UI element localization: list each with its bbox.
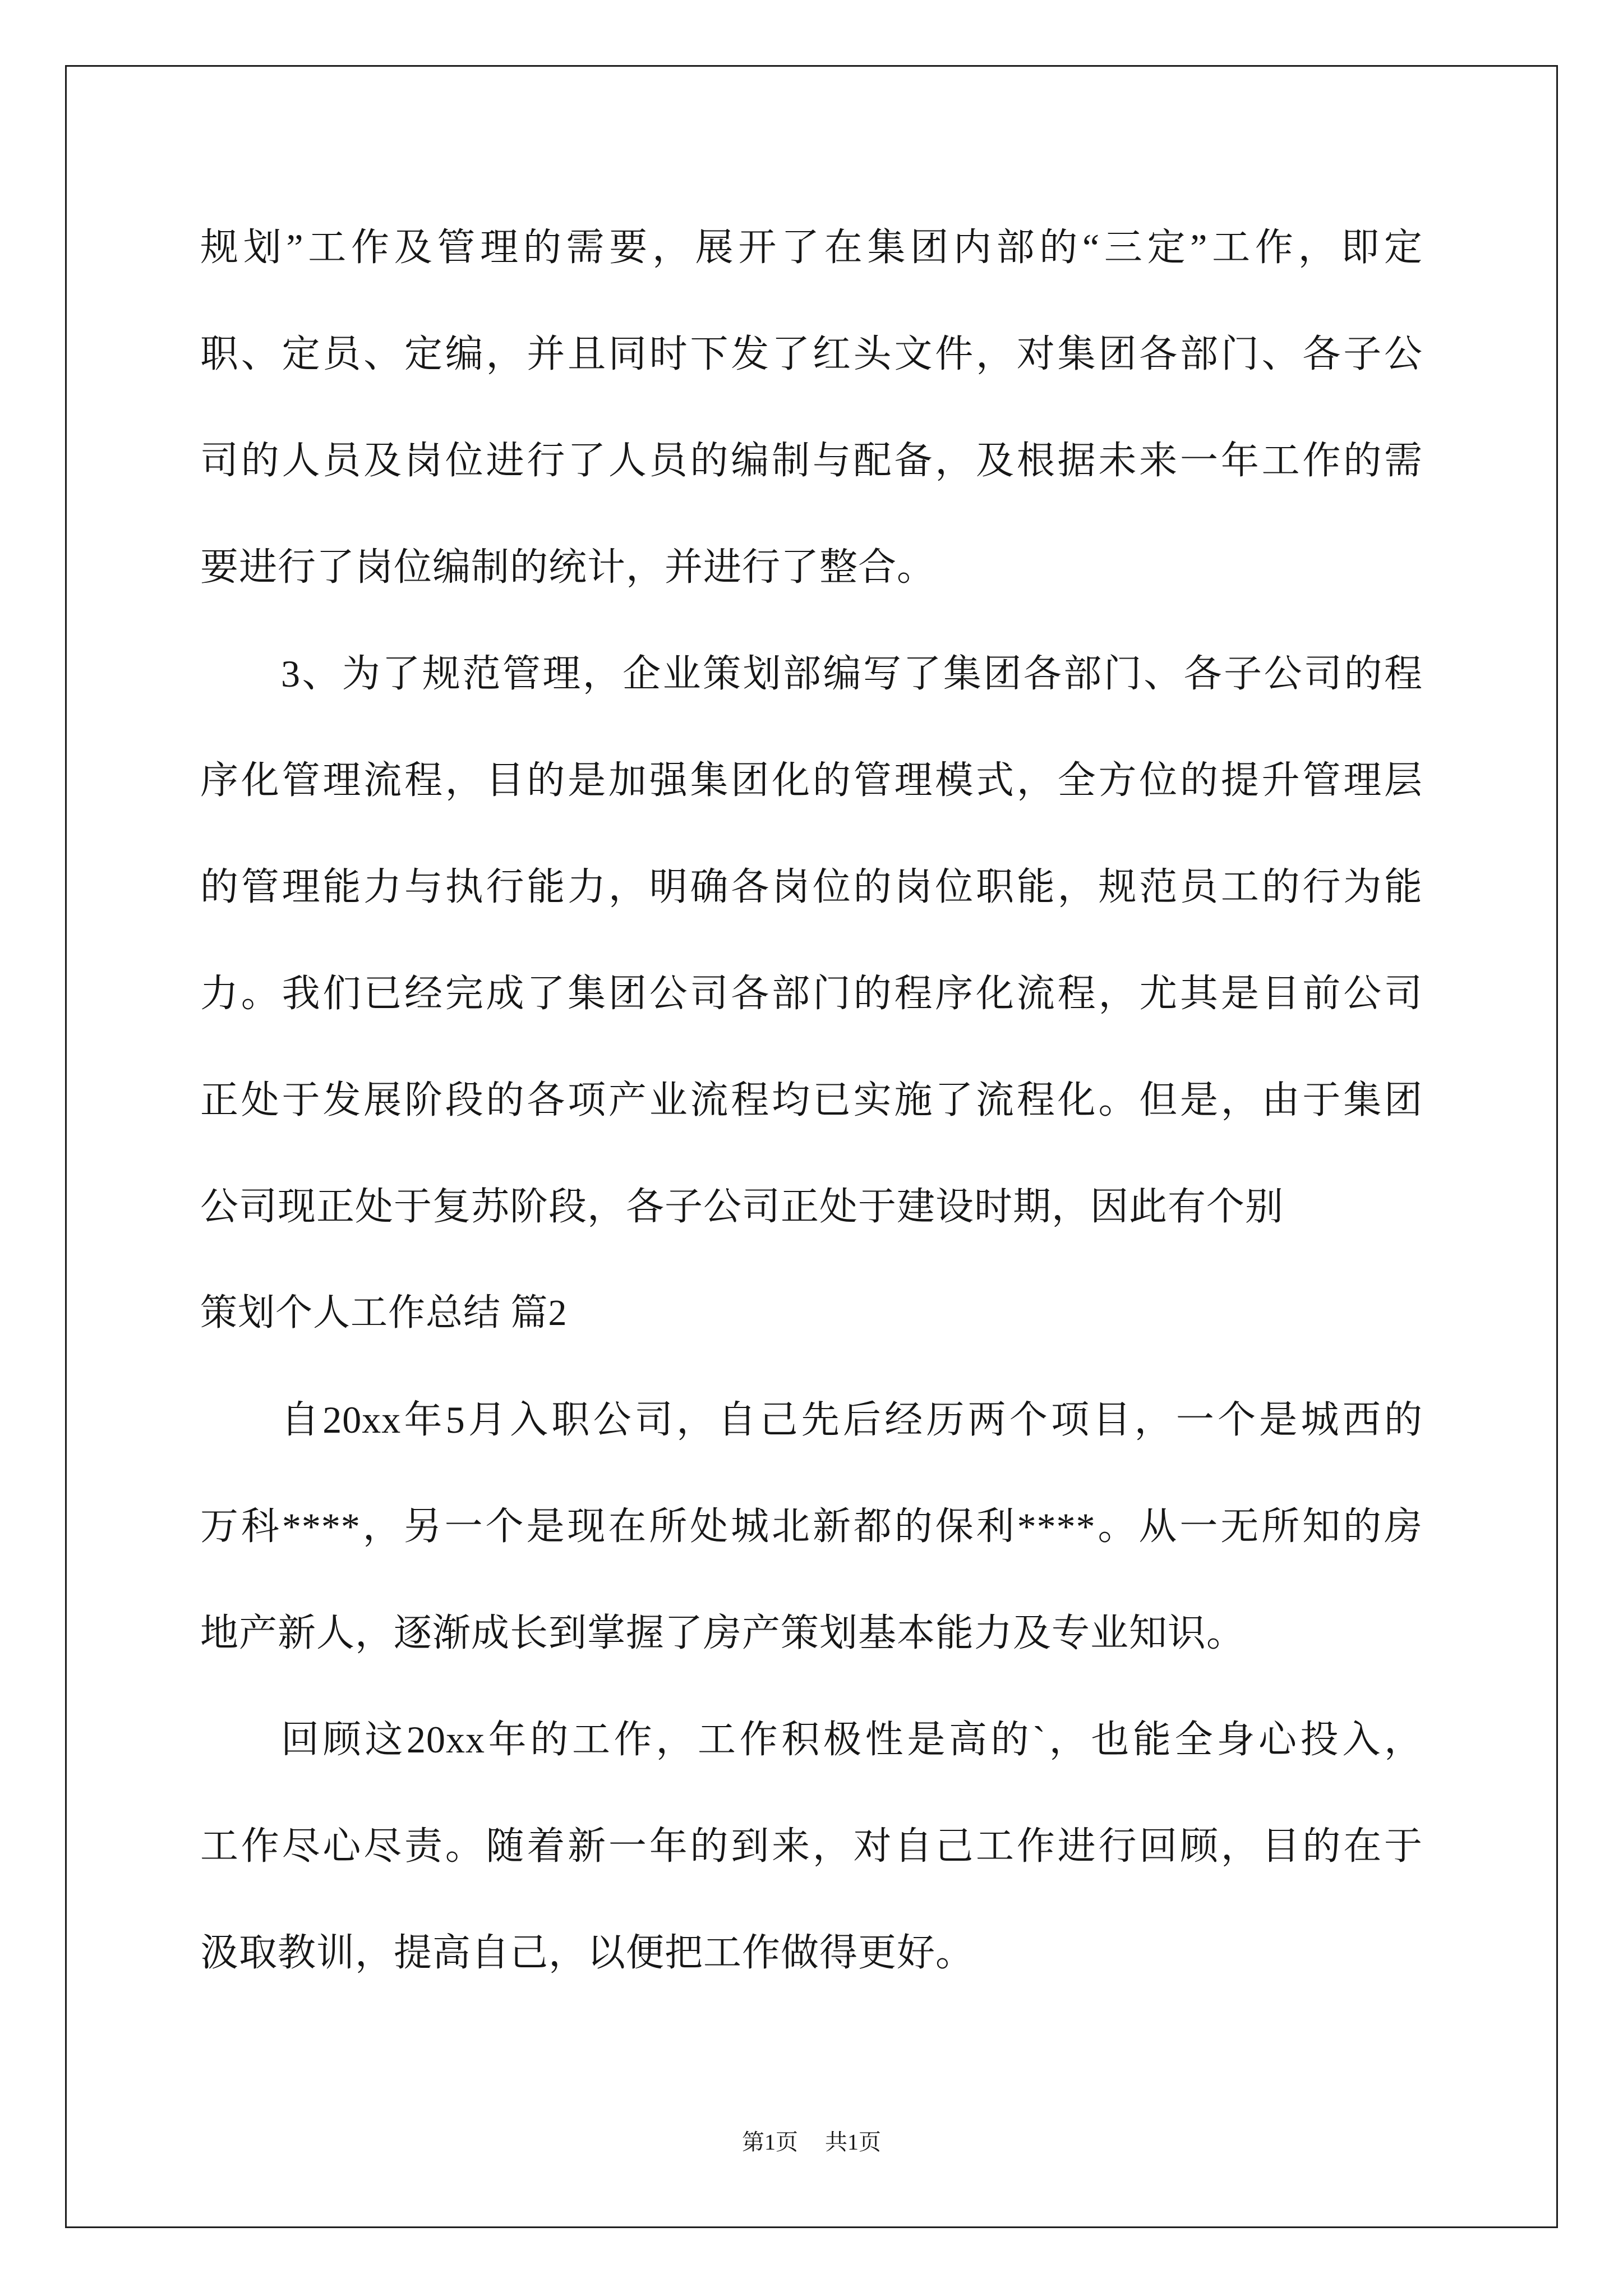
page-footer [0, 2128, 1623, 2156]
paragraph-line: 回顾这20xx年的工作，工作积极性是高的`，也能全身心投入， [281, 1718, 1423, 1761]
paragraph-line: 自20xx年5月入职公司，自己先后经历两个项目，一个是城西的 [281, 1398, 1423, 1441]
paragraph-line: 地产新人，逐渐成长到掌握了房产策划基本能力及专业知识。 [200, 1612, 1246, 1654]
section-heading: 策划个人工作总结 篇2 [200, 1292, 568, 1333]
paragraph-line: 公司现正处于复苏阶段，各子公司正处于建设时期，因此有个别 [200, 1185, 1284, 1228]
paragraph-line: 规划”工作及管理的需要，展开了在集团内部的“三定”工作，即定 [200, 226, 1423, 269]
paragraph [200, 194, 1423, 620]
paragraph [200, 1686, 1423, 2006]
paragraph-line: 力。我们已经完成了集团公司各部门的程序化流程，尤其是目前公司 [200, 972, 1423, 1015]
footer-page-total: 共1页 [825, 2129, 881, 2155]
footer-page-number: 第1页 [742, 2129, 798, 2155]
paragraph [200, 620, 1423, 1260]
document-body [200, 194, 1423, 2006]
paragraph-line: 职、定员、定编，并且同时下发了红头文件，对集团各部门、各子公 [200, 333, 1423, 375]
section [200, 1260, 1423, 2006]
paragraph-line: 司的人员及岗位进行了人员的编制与配备，及根据未来一年工作的需 [200, 439, 1423, 482]
paragraph-line: 的管理能力与执行能力，明确各岗位的岗位职能，规范员工的行为能 [200, 866, 1423, 908]
paragraph-line: 要进行了岗位编制的统计，并进行了整合。 [200, 546, 936, 588]
paragraph-line: 正处于发展阶段的各项产业流程均已实施了流程化。但是，由于集团 [200, 1079, 1423, 1121]
section [200, 194, 1423, 1260]
paragraph-line: 汲取教训，提高自己，以便把工作做得更好。 [200, 1931, 975, 1974]
paragraph-line: 序化管理流程，目的是加强集团化的管理模式，全方位的提升管理层 [200, 759, 1423, 802]
paragraph-line: 工作尽心尽责。随着新一年的到来，对自己工作进行回顾，目的在于 [200, 1825, 1423, 1867]
paragraph-line: 万科****，另一个是现在所处城北新都的保利****。从一无所知的房 [200, 1505, 1423, 1548]
paragraph [200, 1366, 1423, 1686]
paragraph-line: 3、为了规范管理，企业策划部编写了集团各部门、各子公司的程 [281, 652, 1423, 695]
